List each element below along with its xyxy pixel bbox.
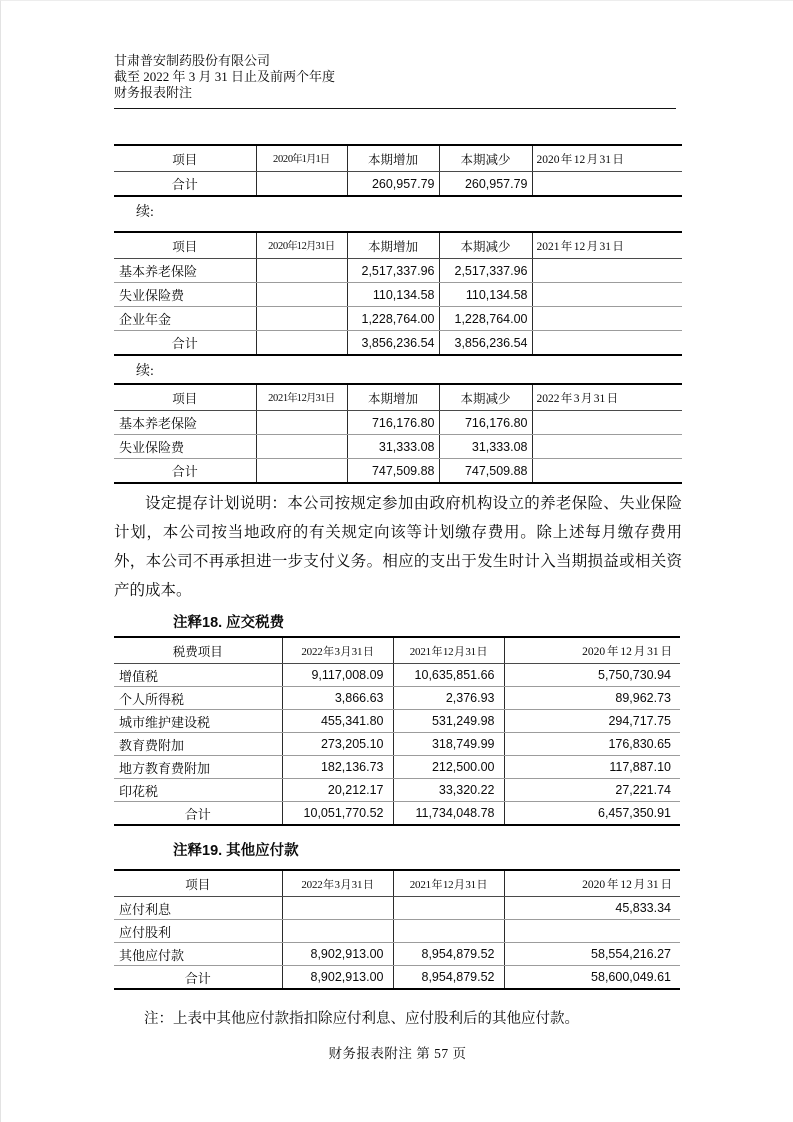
cell-value: [532, 331, 682, 356]
note19-title: 注释19. 其他应付款: [173, 843, 299, 859]
continued-label: 续:: [136, 205, 154, 220]
cell-value: 260,957.79: [439, 172, 532, 197]
cell-value: [532, 283, 682, 307]
row-label: 应付利息: [114, 897, 282, 920]
data-table: [114, 144, 682, 197]
cell-value: 2,517,337.96: [347, 259, 439, 283]
table-header-row: [114, 232, 682, 259]
table-row: [114, 710, 680, 733]
cell-value: 58,554,216.27: [504, 943, 680, 966]
cell-value: 45,833.34: [504, 897, 680, 920]
cell-value: 455,341.80: [282, 710, 393, 733]
cell-value: 3,856,236.54: [347, 331, 439, 356]
note18-title: 注释18. 应交税费: [173, 615, 285, 631]
cell-value: [532, 459, 682, 484]
table-row: [114, 307, 682, 331]
row-label: 企业年金: [114, 307, 256, 331]
cell-value: [532, 172, 682, 197]
cell-value: 6,457,350.91: [504, 802, 680, 826]
row-label: 印花税: [114, 779, 282, 802]
table-header-row: [114, 870, 680, 897]
cell-value: 8,954,879.52: [393, 943, 504, 966]
cell-value: [256, 435, 347, 459]
table-row: [114, 411, 682, 435]
cell-value: [282, 897, 393, 920]
column-header: 2021 年 12 月 31 日: [256, 384, 347, 411]
table-row: [114, 259, 682, 283]
row-label: 地方教育费附加: [114, 756, 282, 779]
cell-value: 294,717.75: [504, 710, 680, 733]
row-label: 失业保险费: [114, 435, 256, 459]
row-label: 合计: [171, 336, 198, 351]
cell-value: [256, 411, 347, 435]
cell-value: 8,902,913.00: [282, 943, 393, 966]
column-header: 2022 年 3 月 31 日: [282, 637, 393, 664]
column-header: 2022 年 3 月 31 日: [282, 870, 393, 897]
cell-value: 11,734,048.78: [393, 802, 504, 826]
column-header: 项目: [114, 384, 256, 411]
cell-value: [532, 411, 682, 435]
column-header: 本期增加: [347, 145, 439, 172]
table-row: [114, 435, 682, 459]
cell-value: [393, 897, 504, 920]
table-row: [114, 920, 680, 943]
defined-contribution-plan-note: 设定提存计划说明：本公司按规定参加由政府机构设立的养老保险、失业保险计划，本公司按当地政府的有关规定向该等计划缴存费用。除上述每月缴存费用外，本公司不再承担进一步支付义务。相应的支出于发生时计入当期损益或相关资产的成本。: [114, 495, 682, 599]
header-divider: [114, 108, 676, 109]
cell-value: 27,221.74: [504, 779, 680, 802]
cell-value: 5,750,730.94: [504, 664, 680, 687]
column-header: 税费项目: [114, 637, 282, 664]
column-header: 项目: [114, 870, 282, 897]
column-header: 本期增加: [347, 384, 439, 411]
cell-value: 747,509.88: [439, 459, 532, 484]
cell-value: 9,117,008.09: [282, 664, 393, 687]
table-row: [114, 802, 680, 826]
cell-value: 273,205.10: [282, 733, 393, 756]
social-insurance-movement-2021-table: [114, 231, 682, 356]
document-header: [114, 1, 682, 101]
cell-value: [256, 259, 347, 283]
column-header: 2021 年 12 月 31 日: [393, 637, 504, 664]
cell-value: 716,176.80: [347, 411, 439, 435]
table-row: [114, 687, 680, 710]
column-header: 项目: [114, 232, 256, 259]
cell-value: 2,376.93: [393, 687, 504, 710]
row-label: 合计: [184, 970, 211, 986]
cell-value: 3,856,236.54: [439, 331, 532, 356]
cell-value: [393, 920, 504, 943]
cell-value: [532, 435, 682, 459]
table-header-row: [114, 384, 682, 411]
cell-value: 8,954,879.52: [393, 966, 504, 990]
column-header: 本期减少: [439, 232, 532, 259]
row-label: 基本养老保险: [114, 411, 256, 435]
cell-value: 1,228,764.00: [439, 307, 532, 331]
row-label: 其他应付款: [114, 943, 282, 966]
row-label: 合计: [171, 177, 198, 192]
table-footnote: 注：上表中其他应付款指扣除应付利息、应付股利后的其他应付款。: [144, 1011, 579, 1027]
column-header: 2020 年 12 月 31 日: [532, 145, 682, 172]
row-label: 失业保险费: [114, 283, 256, 307]
cell-value: 176,830.65: [504, 733, 680, 756]
cell-value: 20,212.17: [282, 779, 393, 802]
table-row: [114, 733, 680, 756]
cell-value: 1,228,764.00: [347, 307, 439, 331]
row-label: 城市维护建设税: [114, 710, 282, 733]
cell-value: 117,887.10: [504, 756, 680, 779]
pension-movement-2020-table: [114, 144, 682, 197]
cell-value: 3,866.63: [282, 687, 393, 710]
cell-value: 31,333.08: [439, 435, 532, 459]
cell-value: 31,333.08: [347, 435, 439, 459]
page-content: [114, 1, 682, 1029]
table-row: [114, 756, 680, 779]
data-table: [114, 383, 682, 484]
table-row: [114, 779, 680, 802]
table-row: [114, 459, 682, 484]
cell-value: 10,635,851.66: [393, 664, 504, 687]
row-label: 个人所得税: [114, 687, 282, 710]
column-header: 本期减少: [439, 384, 532, 411]
column-header: 2020 年 12 月 31 日: [504, 870, 680, 897]
cell-value: [256, 172, 347, 197]
column-header: 2021 年 12 月 31 日: [393, 870, 504, 897]
social-insurance-movement-2022-table: [114, 383, 682, 484]
taxes-payable-table: [114, 636, 682, 826]
column-header: 项目: [114, 145, 256, 172]
cell-value: 10,051,770.52: [282, 802, 393, 826]
cell-value: [256, 459, 347, 484]
cell-value: 110,134.58: [439, 283, 532, 307]
data-table: [114, 636, 680, 826]
report-period: 截至 2022 年 3 月 31 日止及前两个年度: [114, 69, 336, 84]
column-header: 本期减少: [439, 145, 532, 172]
table-row: [114, 172, 682, 197]
data-table: [114, 869, 680, 990]
row-label: 合计: [184, 806, 211, 822]
row-label: 增值税: [114, 664, 282, 687]
row-label: 合计: [171, 464, 198, 479]
cell-value: 531,249.98: [393, 710, 504, 733]
cell-value: [256, 331, 347, 356]
other-payables-table: [114, 869, 682, 990]
column-header: 2022 年 3 月 31 日: [532, 384, 682, 411]
cell-value: 318,749.99: [393, 733, 504, 756]
row-label: 教育费附加: [114, 733, 282, 756]
cell-value: 110,134.58: [347, 283, 439, 307]
cell-value: [256, 283, 347, 307]
cell-value: [282, 920, 393, 943]
column-header: 2020 年 12 月 31 日: [504, 637, 680, 664]
column-header: 2021 年 12 月 31 日: [532, 232, 682, 259]
cell-value: 260,957.79: [347, 172, 439, 197]
column-header: 2020 年 1 月 1 日: [256, 145, 347, 172]
cell-value: 89,962.73: [504, 687, 680, 710]
table-header-row: [114, 145, 682, 172]
table-row: [114, 283, 682, 307]
table-header-row: [114, 637, 680, 664]
cell-value: [532, 259, 682, 283]
table-row: [114, 897, 680, 920]
document-title: 财务报表附注: [114, 85, 193, 100]
cell-value: [256, 307, 347, 331]
cell-value: [504, 920, 680, 943]
cell-value: [532, 307, 682, 331]
cell-value: 747,509.88: [347, 459, 439, 484]
cell-value: 33,320.22: [393, 779, 504, 802]
cell-value: 58,600,049.61: [504, 966, 680, 990]
cell-value: 212,500.00: [393, 756, 504, 779]
cell-value: 716,176.80: [439, 411, 532, 435]
table-row: [114, 966, 680, 990]
continued-label: 续:: [136, 364, 154, 379]
cell-value: 2,517,337.96: [439, 259, 532, 283]
row-label: 基本养老保险: [114, 259, 256, 283]
cell-value: 8,902,913.00: [282, 966, 393, 990]
column-header: 本期增加: [347, 232, 439, 259]
table-row: [114, 664, 680, 687]
data-table: [114, 231, 682, 356]
page-footer: 财务报表附注 第 57 页: [328, 1046, 467, 1061]
table-row: [114, 331, 682, 356]
row-label: 应付股利: [114, 920, 282, 943]
company-name: 甘肃普安制药股份有限公司: [114, 53, 271, 68]
cell-value: 182,136.73: [282, 756, 393, 779]
table-row: [114, 943, 680, 966]
column-header: 2020 年 12 月 31 日: [256, 232, 347, 259]
